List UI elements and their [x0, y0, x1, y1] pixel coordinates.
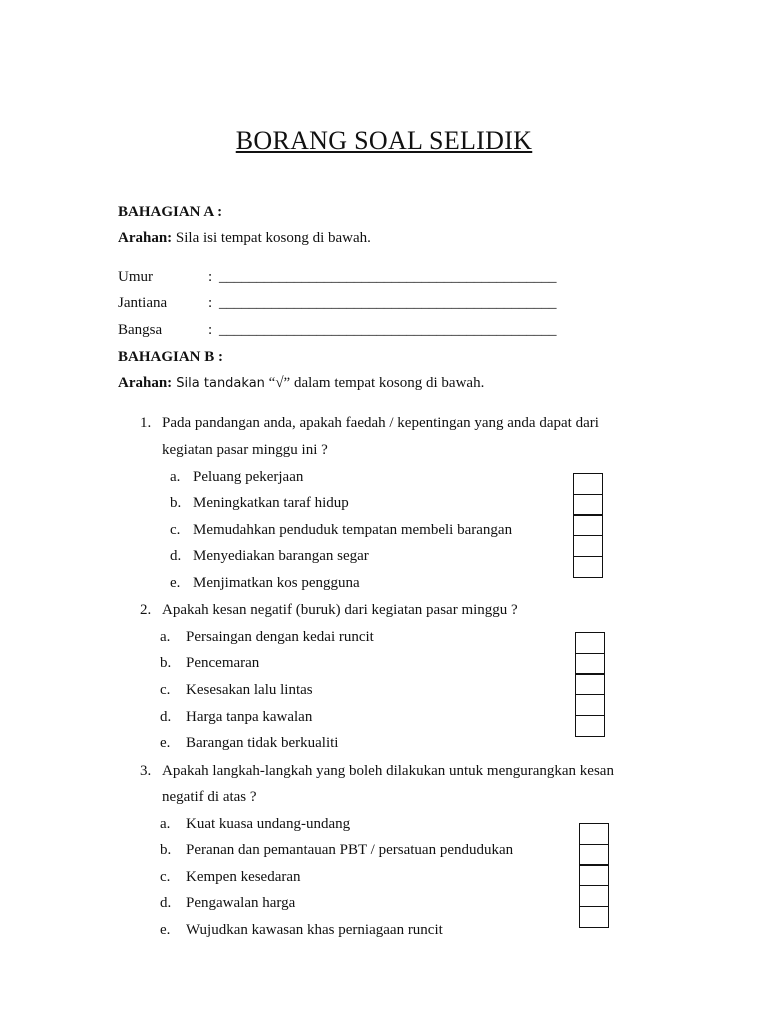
section-b-heading: BAHAGIAN B :	[118, 349, 224, 365]
section-a-instruction	[118, 229, 371, 247]
option-letter: a.	[160, 816, 171, 832]
option-letter: c.	[170, 522, 181, 538]
field-blank-jantiana[interactable]: _____________________________________________	[219, 295, 557, 311]
checkbox[interactable]	[575, 694, 605, 716]
option-text: Barangan tidak berkualiti	[186, 735, 339, 751]
checkbox[interactable]	[573, 535, 603, 557]
option-text: Menyediakan barangan segar	[193, 548, 369, 564]
option-letter: c.	[160, 682, 171, 698]
option-letter: e.	[160, 735, 171, 751]
question-text: Pada pandangan anda, apakah faedah / kepentingan yang anda dapat dari	[162, 415, 599, 431]
option-letter: e.	[170, 575, 181, 591]
checkbox[interactable]	[575, 653, 605, 675]
checkbox[interactable]	[575, 632, 605, 654]
field-colon: :	[208, 295, 213, 311]
instruction-label: Arahan:	[118, 375, 173, 391]
option-letter: b.	[160, 655, 172, 671]
field-blank-bangsa[interactable]: _____________________________________________	[219, 322, 557, 338]
option-text: Peranan dan pemantauan PBT / persatuan pendudukan	[186, 842, 514, 858]
checkbox[interactable]	[573, 556, 603, 578]
section-a-heading: BAHAGIAN A :	[118, 204, 223, 220]
section-b-instruction	[118, 374, 484, 393]
question-text: Apakah kesan negatif (buruk) dari kegiatan pasar minggu ?	[162, 602, 518, 618]
instruction-rest: “√” dalam tempat kosong di bawah.	[264, 375, 485, 391]
checkbox[interactable]	[575, 673, 605, 695]
option-text: Harga tanpa kawalan	[186, 709, 313, 725]
option-text: Memudahkan penduduk tempatan membeli barangan	[193, 522, 513, 538]
checkbox[interactable]	[573, 494, 603, 516]
option-letter: a.	[170, 469, 181, 485]
option-letter: c.	[160, 869, 171, 885]
checkbox[interactable]	[579, 906, 609, 928]
question-text-continued: kegiatan pasar minggu ini ?	[162, 442, 328, 458]
option-text: Peluang pekerjaan	[193, 469, 304, 485]
question-number: 1.	[140, 415, 152, 431]
checkbox[interactable]	[579, 823, 609, 845]
question-number: 2.	[140, 602, 152, 618]
option-letter: d.	[160, 709, 172, 725]
checkbox[interactable]	[575, 715, 605, 737]
question-text-continued: negatif di atas ?	[162, 789, 257, 805]
option-letter: b.	[170, 495, 182, 511]
option-letter: d.	[160, 895, 172, 911]
field-label-umur: Umur	[118, 269, 153, 285]
checkbox[interactable]	[579, 844, 609, 866]
checkbox[interactable]	[573, 514, 603, 536]
question-text: Apakah langkah-langkah yang boleh dilakukan untuk mengurangkan kesan	[162, 763, 614, 779]
page-title: BORANG SOAL SELIDIK	[235, 126, 533, 155]
option-text: Persaingan dengan kedai runcit	[186, 629, 374, 645]
field-label-jantiana: Jantiana	[118, 295, 168, 311]
option-letter: a.	[160, 629, 171, 645]
field-label-bangsa: Bangsa	[118, 322, 163, 338]
option-text: Kesesakan lalu lintas	[186, 682, 313, 698]
checkbox[interactable]	[579, 885, 609, 907]
question-number: 3.	[140, 763, 152, 779]
checkbox[interactable]	[573, 473, 603, 495]
option-letter: d.	[170, 548, 182, 564]
checkbox-column	[579, 823, 609, 928]
option-text: Pengawalan harga	[186, 895, 296, 911]
field-blank-umur[interactable]: _____________________________________________	[219, 269, 557, 285]
field-colon: :	[208, 269, 213, 285]
option-text: Kuat kuasa undang-undang	[186, 816, 351, 832]
instruction-sila: Sila tandakan	[172, 376, 265, 391]
option-text: Pencemaran	[186, 655, 260, 671]
option-text: Menjimatkan kos pengguna	[193, 575, 360, 591]
option-text: Meningkatkan taraf hidup	[193, 495, 349, 511]
checkbox[interactable]	[579, 864, 609, 886]
option-letter: e.	[160, 922, 171, 938]
checkbox-column	[573, 473, 603, 578]
field-colon: :	[208, 322, 213, 338]
instruction-text: Sila isi tempat kosong di bawah.	[172, 230, 371, 246]
option-text: Kempen kesedaran	[186, 869, 301, 885]
option-text: Wujudkan kawasan khas perniagaan runcit	[186, 922, 443, 938]
option-letter: b.	[160, 842, 172, 858]
instruction-label: Arahan:	[118, 230, 173, 246]
checkbox-column	[575, 632, 605, 737]
